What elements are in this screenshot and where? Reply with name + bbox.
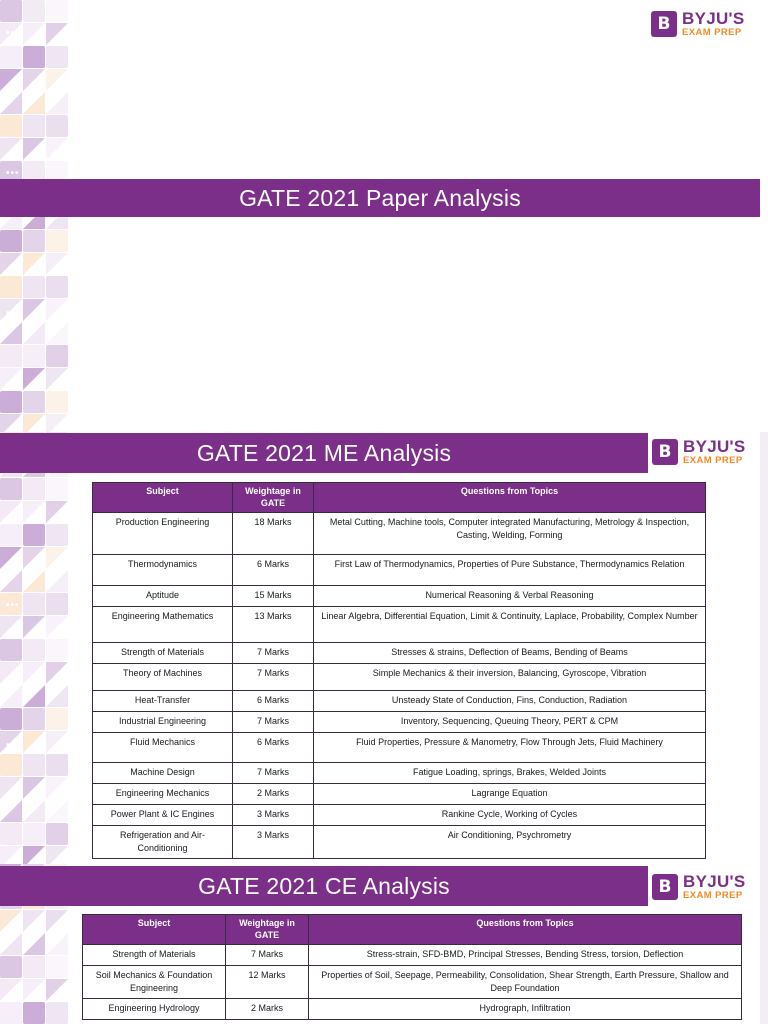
pattern-tile (23, 322, 45, 344)
pattern-tile (0, 639, 22, 661)
pattern-tile (0, 570, 22, 592)
pattern-tile (0, 92, 22, 114)
pattern-tile (0, 685, 22, 707)
pattern-tile (23, 547, 45, 569)
pattern-tile (0, 524, 22, 546)
pattern-tile (46, 276, 68, 298)
byjus-logo (652, 438, 746, 466)
pattern-tile (46, 46, 68, 68)
cell-weightage: 7 Marks (233, 664, 314, 691)
pattern-tile (0, 979, 22, 1001)
pattern-tile (46, 800, 68, 822)
pattern-tile (46, 501, 68, 523)
pattern-tile (46, 115, 68, 137)
table-row (83, 966, 742, 999)
cell-weightage: 2 Marks (226, 999, 309, 1020)
cell-subject: Strength of Materials (93, 643, 233, 664)
pattern-tile (23, 368, 45, 390)
pattern-tile (23, 345, 45, 367)
pattern-tile (23, 414, 45, 432)
header-subject: Subject (83, 915, 226, 945)
cell-topics: Unsteady State of Conduction, Fins, Conduction, Radiation (314, 691, 706, 712)
pattern-tile (0, 846, 22, 864)
pattern-tile (46, 1002, 68, 1024)
pattern-tile (46, 138, 68, 160)
cell-weightage: 7 Marks (233, 643, 314, 664)
pattern-tile (46, 0, 68, 22)
pattern-tile (0, 910, 22, 932)
pattern-tile (23, 478, 45, 500)
table-row (83, 945, 742, 966)
pattern-tile (46, 823, 68, 845)
pattern-tile (23, 846, 45, 864)
ce-analysis-table (82, 914, 742, 1020)
pattern-tile (0, 708, 22, 730)
cell-weightage: 3 Marks (233, 826, 314, 859)
pattern-tile (0, 391, 22, 413)
cell-weightage: 12 Marks (226, 966, 309, 999)
cell-weightage: 15 Marks (233, 586, 314, 607)
cell-topics: Rankine Cycle, Working of Cycles (314, 805, 706, 826)
pattern-tile (23, 46, 45, 68)
cell-topics: Hydrograph, Infiltration (309, 999, 742, 1020)
cell-weightage: 6 Marks (233, 733, 314, 763)
pattern-tile (23, 138, 45, 160)
pattern-tile (23, 1002, 45, 1024)
pattern-tile (23, 276, 45, 298)
pattern-tile (0, 777, 22, 799)
pattern-tile (0, 138, 22, 160)
cell-subject: Strength of Materials (83, 945, 226, 966)
slide-edge (760, 864, 768, 1024)
cell-weightage: 6 Marks (233, 691, 314, 712)
cell-weightage: 3 Marks (233, 805, 314, 826)
cell-subject: Engineering Mechanics (93, 784, 233, 805)
pattern-tile (23, 708, 45, 730)
pattern-tile (46, 662, 68, 684)
cell-topics: Metal Cutting, Machine tools, Computer integrated Manufacturing, Metrology & Inspection, Casting, Welding, Forming (314, 513, 706, 555)
byjus-logo-mark: B (652, 439, 678, 465)
pattern-tile (46, 570, 68, 592)
pattern-tile (23, 731, 45, 753)
pattern-tile (23, 524, 45, 546)
cell-topics: Fluid Properties, Pressure & Manometry, Flow Through Jets, Fluid Machinery (314, 733, 706, 763)
pattern-tile (23, 299, 45, 321)
pattern-tile (46, 253, 68, 275)
cell-weightage: 7 Marks (233, 763, 314, 784)
slide-me-analysis (0, 432, 768, 864)
pattern-tile (23, 253, 45, 275)
table-row (83, 999, 742, 1020)
byjus-logo (652, 873, 746, 901)
cell-weightage: 18 Marks (233, 513, 314, 555)
pattern-tile (23, 685, 45, 707)
pattern-dots: ••• (6, 740, 20, 751)
pattern-tile (23, 616, 45, 638)
table-row (93, 664, 706, 691)
pattern-tile (23, 570, 45, 592)
pattern-tile (46, 230, 68, 252)
table-row (93, 826, 706, 859)
pattern-tile (0, 800, 22, 822)
pattern-tile (0, 69, 22, 91)
table-row (93, 712, 706, 733)
cell-topics: Lagrange Equation (314, 784, 706, 805)
pattern-tile (46, 547, 68, 569)
pattern-tile (23, 0, 45, 22)
slide-edge (760, 432, 768, 864)
cell-subject: Engineering Mathematics (93, 607, 233, 643)
cell-subject: Theory of Machines (93, 664, 233, 691)
pattern-tile (23, 69, 45, 91)
pattern-tile (23, 754, 45, 776)
table-row (93, 643, 706, 664)
pattern-tile (23, 501, 45, 523)
cell-topics: Numerical Reasoning & Verbal Reasoning (314, 586, 706, 607)
pattern-dots: ••• (6, 308, 20, 319)
pattern-tile (0, 368, 22, 390)
pattern-tile (46, 979, 68, 1001)
pattern-tile (0, 253, 22, 275)
pattern-tile (46, 685, 68, 707)
pattern-tile (23, 933, 45, 955)
pattern-tile (0, 754, 22, 776)
pattern-tile (0, 230, 22, 252)
pattern-tile (46, 23, 68, 45)
cell-subject: Soil Mechanics & Foundation Engineering (83, 966, 226, 999)
slide-ce-analysis (0, 864, 768, 1024)
pattern-tile (46, 69, 68, 91)
pattern-tile (0, 1002, 22, 1024)
pattern-tile (23, 92, 45, 114)
pattern-tile (46, 777, 68, 799)
table-row (93, 805, 706, 826)
pattern-tile (46, 593, 68, 615)
table-row (93, 691, 706, 712)
logo-subtitle: EXAM PREP (683, 890, 743, 901)
pattern-tile (23, 823, 45, 845)
pattern-tile (0, 956, 22, 978)
pattern-tile (46, 846, 68, 864)
pattern-tile (46, 731, 68, 753)
pattern-tile (23, 800, 45, 822)
pattern-tile (0, 46, 22, 68)
cell-topics: Stress-strain, SFD-BMD, Principal Stresses, Bending Stress, torsion, Deflection (309, 945, 742, 966)
table-header-row (83, 915, 742, 945)
cell-subject: Power Plant & IC Engines (93, 805, 233, 826)
pattern-tile (0, 662, 22, 684)
pattern-tile (23, 230, 45, 252)
pattern-tile (46, 368, 68, 390)
pattern-tile (23, 23, 45, 45)
cell-weightage: 2 Marks (233, 784, 314, 805)
pattern-tile (46, 754, 68, 776)
table-row (93, 586, 706, 607)
pattern-tile (0, 933, 22, 955)
cell-topics: Fatigue Loading, springs, Brakes, Welded Joints (314, 763, 706, 784)
pattern-tile (46, 414, 68, 432)
me-table-body (93, 513, 706, 859)
pattern-tile (46, 92, 68, 114)
cell-weightage: 6 Marks (233, 555, 314, 586)
pattern-dots: ••• (6, 168, 20, 179)
cell-subject: Heat-Transfer (93, 691, 233, 712)
cell-subject: Production Engineering (93, 513, 233, 555)
cell-subject: Machine Design (93, 763, 233, 784)
pattern-tile (23, 777, 45, 799)
pattern-dots: ••• (6, 28, 20, 39)
pattern-tile (0, 0, 22, 22)
cell-subject: Engineering Hydrology (83, 999, 226, 1020)
pattern-tile (46, 478, 68, 500)
pattern-tile (46, 524, 68, 546)
pattern-tile (0, 115, 22, 137)
slide-title: GATE 2021 Paper Analysis (0, 179, 760, 217)
cell-topics: Stresses & strains, Deflection of Beams, Bending of Beams (314, 643, 706, 664)
pattern-tile (46, 708, 68, 730)
pattern-tile (23, 115, 45, 137)
cell-subject: Industrial Engineering (93, 712, 233, 733)
pattern-tile (46, 933, 68, 955)
table-row (93, 733, 706, 763)
cell-topics: Air Conditioning, Psychrometry (314, 826, 706, 859)
header-weightage: Weightage in GATE (226, 915, 309, 945)
logo-brand: BYJU'S (683, 872, 746, 891)
logo-subtitle: EXAM PREP (682, 27, 742, 38)
table-row (93, 513, 706, 555)
pattern-tile (46, 639, 68, 661)
pattern-tile (46, 956, 68, 978)
pattern-tile (0, 345, 22, 367)
ce-table-body (83, 945, 742, 1020)
pattern-tile (23, 593, 45, 615)
pattern-tile (23, 979, 45, 1001)
pattern-tile (0, 616, 22, 638)
pattern-tile (0, 478, 22, 500)
pattern-tile (23, 662, 45, 684)
byjus-logo-mark: B (651, 11, 677, 37)
cell-weightage: 7 Marks (233, 712, 314, 733)
pattern-tile (0, 322, 22, 344)
slide-title: GATE 2021 CE Analysis (0, 866, 648, 906)
cell-weightage: 13 Marks (233, 607, 314, 643)
cell-topics: Inventory, Sequencing, Queuing Theory, PERT & CPM (314, 712, 706, 733)
pattern-tile (0, 823, 22, 845)
pattern-tile (0, 547, 22, 569)
pattern-tile (23, 391, 45, 413)
header-weightage: Weightage in GATE (233, 483, 314, 513)
logo-brand: BYJU'S (682, 9, 745, 28)
slide-paper-analysis (0, 0, 768, 432)
table-row (93, 607, 706, 643)
header-topics: Questions from Topics (309, 915, 742, 945)
pattern-tile (46, 345, 68, 367)
cell-subject: Fluid Mechanics (93, 733, 233, 763)
byjus-logo-mark: B (652, 874, 678, 900)
cell-topics: Simple Mechanics & their inversion, Balancing, Gyroscope, Vibration (314, 664, 706, 691)
table-row (93, 784, 706, 805)
pattern-tile (0, 414, 22, 432)
pattern-tile (23, 956, 45, 978)
logo-subtitle: EXAM PREP (683, 455, 743, 466)
pattern-tile (0, 501, 22, 523)
logo-brand: BYJU'S (683, 437, 746, 456)
pattern-tile (0, 276, 22, 298)
cell-weightage: 7 Marks (226, 945, 309, 966)
slide-title: GATE 2021 ME Analysis (0, 433, 648, 473)
pattern-tile (23, 910, 45, 932)
cell-topics: Linear Algebra, Differential Equation, Limit & Continuity, Laplace, Probability, Complex Number (314, 607, 706, 643)
pattern-tile (46, 391, 68, 413)
cell-topics: First Law of Thermodynamics, Properties of Pure Substance, Thermodynamics Relation (314, 555, 706, 586)
pattern-tile (46, 910, 68, 932)
cell-subject: Refrigeration and Air-Conditioning (93, 826, 233, 859)
pattern-tile (46, 616, 68, 638)
byjus-logo (651, 10, 745, 38)
decorative-pattern (0, 432, 70, 864)
pattern-tile (46, 299, 68, 321)
header-topics: Questions from Topics (314, 483, 706, 513)
cell-subject: Thermodynamics (93, 555, 233, 586)
table-header-row (93, 483, 706, 513)
pattern-tile (46, 322, 68, 344)
me-analysis-table (92, 482, 706, 859)
table-row (93, 555, 706, 586)
table-row (93, 763, 706, 784)
pattern-tile (23, 639, 45, 661)
pattern-dots: ••• (6, 600, 20, 611)
cell-topics: Properties of Soil, Seepage, Permeability, Consolidation, Shear Strength, Earth Pressure, Shallow and Deep Foundation (309, 966, 742, 999)
cell-subject: Aptitude (93, 586, 233, 607)
header-subject: Subject (93, 483, 233, 513)
